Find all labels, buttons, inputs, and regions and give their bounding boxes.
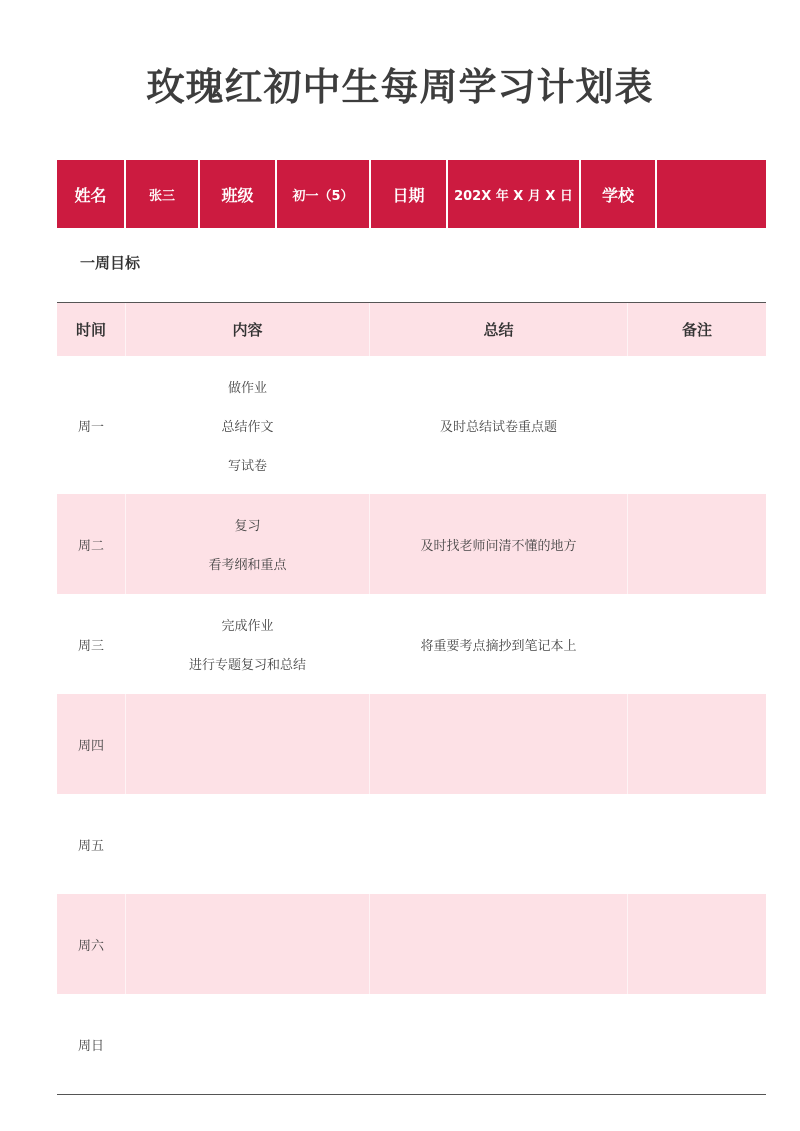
note-cell [628, 994, 766, 1094]
note-cell [628, 356, 766, 494]
note-cell [628, 694, 766, 794]
name-label: 姓名 [57, 160, 126, 228]
day-cell: 周一 [57, 356, 126, 494]
school-value [657, 160, 766, 228]
summary-cell [370, 994, 628, 1094]
page-title: 玫瑰红初中生每周学习计划表 [146, 65, 654, 109]
content-line: 复习 [234, 519, 261, 534]
content-cell [126, 494, 370, 594]
note-cell [628, 894, 766, 994]
date-value: 202X 年 X 月 X 日 [448, 160, 581, 228]
content-cell [126, 594, 370, 694]
summary-cell [370, 694, 628, 794]
summary-cell: 将重要考点摘抄到笔记本上 [370, 594, 628, 694]
table-row [57, 694, 766, 794]
content-cell [126, 994, 370, 1094]
content-cell [126, 794, 370, 894]
content-cell [126, 894, 370, 994]
table-header-row [57, 303, 766, 356]
content-line: 写试卷 [227, 458, 267, 474]
note-cell [628, 794, 766, 894]
header-summary: 总结 [370, 303, 628, 356]
day-cell: 周二 [57, 494, 126, 594]
summary-cell [370, 794, 628, 894]
class-value: 初一（5） [277, 160, 371, 228]
info-bar [57, 160, 766, 228]
name-value: 张三 [126, 160, 200, 228]
content-line: 完成作业 [221, 619, 274, 634]
date-label: 日期 [371, 160, 448, 228]
note-cell [628, 594, 766, 694]
table-row [57, 994, 766, 1094]
summary-cell: 及时找老师问清不懂的地方 [370, 494, 628, 594]
content-cell [126, 356, 370, 494]
weekly-goal-label: 一周目标 [80, 254, 141, 272]
day-cell: 周五 [57, 794, 126, 894]
table-row [57, 356, 766, 494]
table-row [57, 494, 766, 594]
header-note: 备注 [681, 321, 712, 339]
table-row [57, 894, 766, 994]
day-cell: 周三 [57, 594, 126, 694]
school-label: 学校 [581, 160, 657, 228]
summary-cell [370, 894, 628, 994]
day-cell: 周六 [57, 894, 126, 994]
day-cell: 周四 [57, 694, 126, 794]
content-cell [126, 694, 370, 794]
header-time: 时间 [57, 303, 126, 356]
day-cell: 周日 [57, 994, 126, 1094]
content-line: 看考纲和重点 [208, 558, 287, 573]
table-row [57, 794, 766, 894]
content-line: 总结作文 [221, 419, 274, 435]
content-line: 做作业 [227, 380, 267, 396]
table-row [57, 594, 766, 694]
plan-table [57, 302, 766, 1095]
summary-cell: 及时总结试卷重点题 [370, 356, 628, 494]
content-line: 进行专题复习和总结 [188, 658, 306, 673]
header-content: 内容 [126, 303, 370, 356]
note-cell [628, 494, 766, 594]
class-label: 班级 [200, 160, 277, 228]
